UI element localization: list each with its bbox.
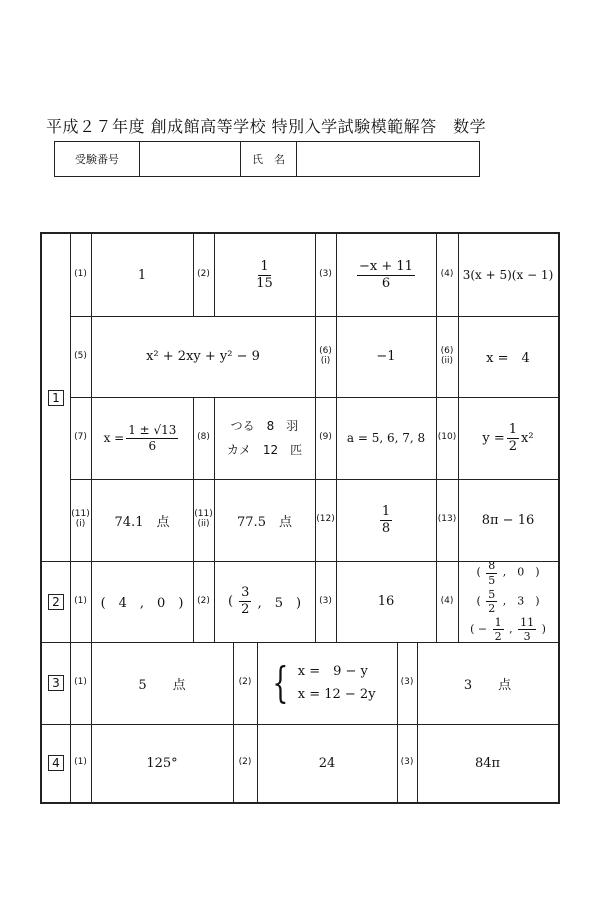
section-3-label: 3 [42,642,70,724]
q1-4-number: (4) [440,269,454,280]
q1-13-answer: 8π − 16 [481,512,535,528]
q2-2-number: (2) [197,595,210,606]
q2-4-point-1: ( $\frac{8}{5}$ , 0 ) [476,559,540,587]
q2-1-number: (1) [74,595,87,606]
q1-9-number: (9) [319,432,332,443]
q1-7-answer: x = $\frac{1 \pm √13}{6}$ [103,423,177,453]
exam-number-field[interactable] [140,142,241,176]
q2-1-answer: ( 4 , 0 ) [100,596,184,611]
q1-13-number: (13) [437,514,457,525]
name-field[interactable] [297,142,479,176]
q1-11i-number: (11) (i) [71,509,90,529]
q1-6i-number: (6) (i) [319,345,332,366]
name-label: 氏 名 [241,142,297,176]
q3-1-answer: 5 点 [138,677,186,693]
q4-2-number: (2) [238,757,252,768]
q4-3-answer: 84π [474,755,501,771]
q1-3-answer: −x + 11 6 [359,258,413,291]
exam-number-label: 受験番号 [55,142,140,176]
section-2-label: 2 [42,561,70,642]
q1-4-answer: 3(x + 5)(x − 1) [462,268,554,282]
q4-1-number: (1) [74,757,87,768]
q1-10-number: (10) [437,432,457,443]
q1-12-answer: 1 8 [381,503,391,536]
q1-2-answer: 1 15 [256,258,273,291]
q2-3-answer: 16 [377,594,395,609]
q2-4-answer [458,561,558,642]
q3-3-number: (3) [400,677,414,688]
q1-11i-answer: 74.1 点 [114,514,170,530]
q1-1-number: (1) [74,269,87,280]
q2-4-number: (4) [440,595,454,606]
section-4-label: 4 [42,724,70,802]
q4-3-number: (3) [400,757,414,768]
q1-10-answer: y = $\frac{1}{2}$ x² [482,421,534,454]
answer-grid [40,232,560,804]
q3-1-number: (1) [74,677,87,688]
q4-1-answer: 125° [146,755,178,771]
q4-2-answer: 24 [318,755,336,771]
q1-3-number: (3) [319,269,332,280]
q1-9-answer: a = 5, 6, 7, 8 [346,431,426,445]
id-box [54,141,480,177]
q2-2-answer: ( 3 2 , 5 ) [227,585,302,617]
q3-2-answer: { x = 9 − y x = 12 − 2y [272,658,376,707]
q2-3-number: (3) [319,595,332,606]
q1-11ii-number: (11) (ii) [194,509,213,529]
q1-5-number: (5) [74,350,87,361]
q3-3-answer: 3 点 [463,677,512,693]
page-title: 平成２７年度 創成館高等学校 特別入学試験模範解答 数学 [46,117,487,136]
q1-6ii-answer: x = 4 [486,351,530,366]
q1-7-number: (7) [74,432,87,443]
q1-8-number: (8) [197,432,210,443]
q1-12-number: (12) [316,514,335,525]
q1-6ii-number: (6) (ii) [440,345,454,366]
q2-4-point-3: ( − $\frac{1}{2}$ , $\frac{11}{3}$ ) [470,616,546,644]
q2-4-point-2: ( $\frac{5}{2}$ , 3 ) [476,587,540,615]
q1-2-number: (2) [197,269,210,280]
q3-2-number: (2) [238,677,252,688]
section-1-label: 1 [42,234,70,561]
q1-11ii-answer: 77.5 点 [237,514,292,530]
q1-5-answer: x² + 2xy + y² − 9 [146,349,260,364]
q1-1-answer: 1 [137,267,147,283]
q1-8-answer: つる 8 羽 カメ 12 匹 [226,419,303,457]
q1-6i-answer: −1 [376,349,396,364]
